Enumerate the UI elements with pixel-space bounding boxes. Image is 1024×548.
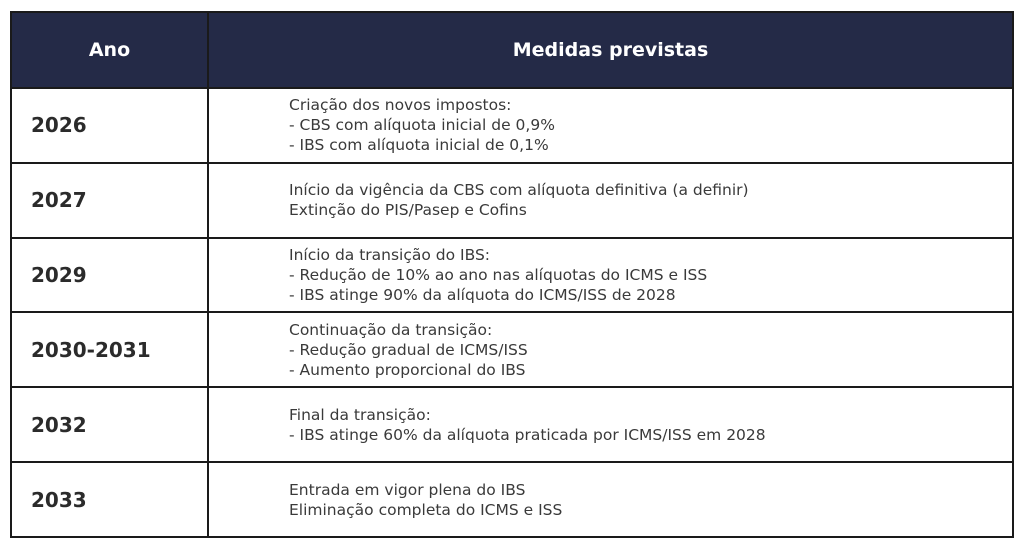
table-body	[12, 89, 1012, 536]
measure-line: - IBS atinge 90% da alíquota do ICMS/ISS de 2028	[289, 286, 676, 305]
row-year: 2033	[12, 463, 209, 536]
row-measures	[209, 89, 1012, 162]
header-measures: Medidas previstas	[512, 39, 709, 61]
measure-line: - IBS atinge 60% da alíquota praticada por ICMS/ISS em 2028	[289, 425, 766, 444]
measure-line: - Redução de 10% ao ano nas alíquotas do ICMS e ISS	[289, 266, 708, 285]
measure-line: Eliminação completa do ICMS e ISS	[289, 500, 563, 519]
table-row	[12, 388, 1012, 463]
measure-line: Final da transição:	[289, 405, 431, 424]
table-row	[12, 313, 1012, 388]
table-header	[12, 13, 1012, 89]
row-measures	[209, 239, 1012, 312]
row-year: 2027	[12, 164, 209, 237]
measure-line: Início da transição do IBS:	[289, 246, 491, 265]
row-year: 2029	[12, 239, 209, 312]
table-row	[12, 164, 1012, 239]
row-measures	[209, 388, 1012, 461]
tax-reform-table	[10, 11, 1014, 538]
row-measures	[209, 463, 1012, 536]
measure-line: Extinção do PIS/Pasep e Cofins	[289, 201, 527, 220]
table-row	[12, 89, 1012, 164]
header-year: Ano	[12, 13, 209, 87]
row-measures	[209, 164, 1012, 237]
measure-line: - IBS com alíquota inicial de 0,1%	[289, 136, 549, 155]
measure-line: Criação dos novos impostos:	[289, 96, 512, 115]
measure-line: Entrada em vigor plena do IBS	[289, 480, 526, 499]
measure-line: Início da vigência da CBS com alíquota definitiva (a definir)	[289, 181, 749, 200]
measure-line: Continuação da transição:	[289, 320, 493, 339]
table-row	[12, 239, 1012, 314]
row-year: 2032	[12, 388, 209, 461]
row-year: 2026	[12, 89, 209, 162]
row-measures	[209, 313, 1012, 386]
measure-line: - CBS com alíquota inicial de 0,9%	[289, 116, 555, 135]
table-row	[12, 463, 1012, 536]
measure-line: - Redução gradual de ICMS/ISS	[289, 340, 528, 359]
measure-line: - Aumento proporcional do IBS	[289, 360, 526, 379]
row-year: 2030-2031	[12, 313, 209, 386]
